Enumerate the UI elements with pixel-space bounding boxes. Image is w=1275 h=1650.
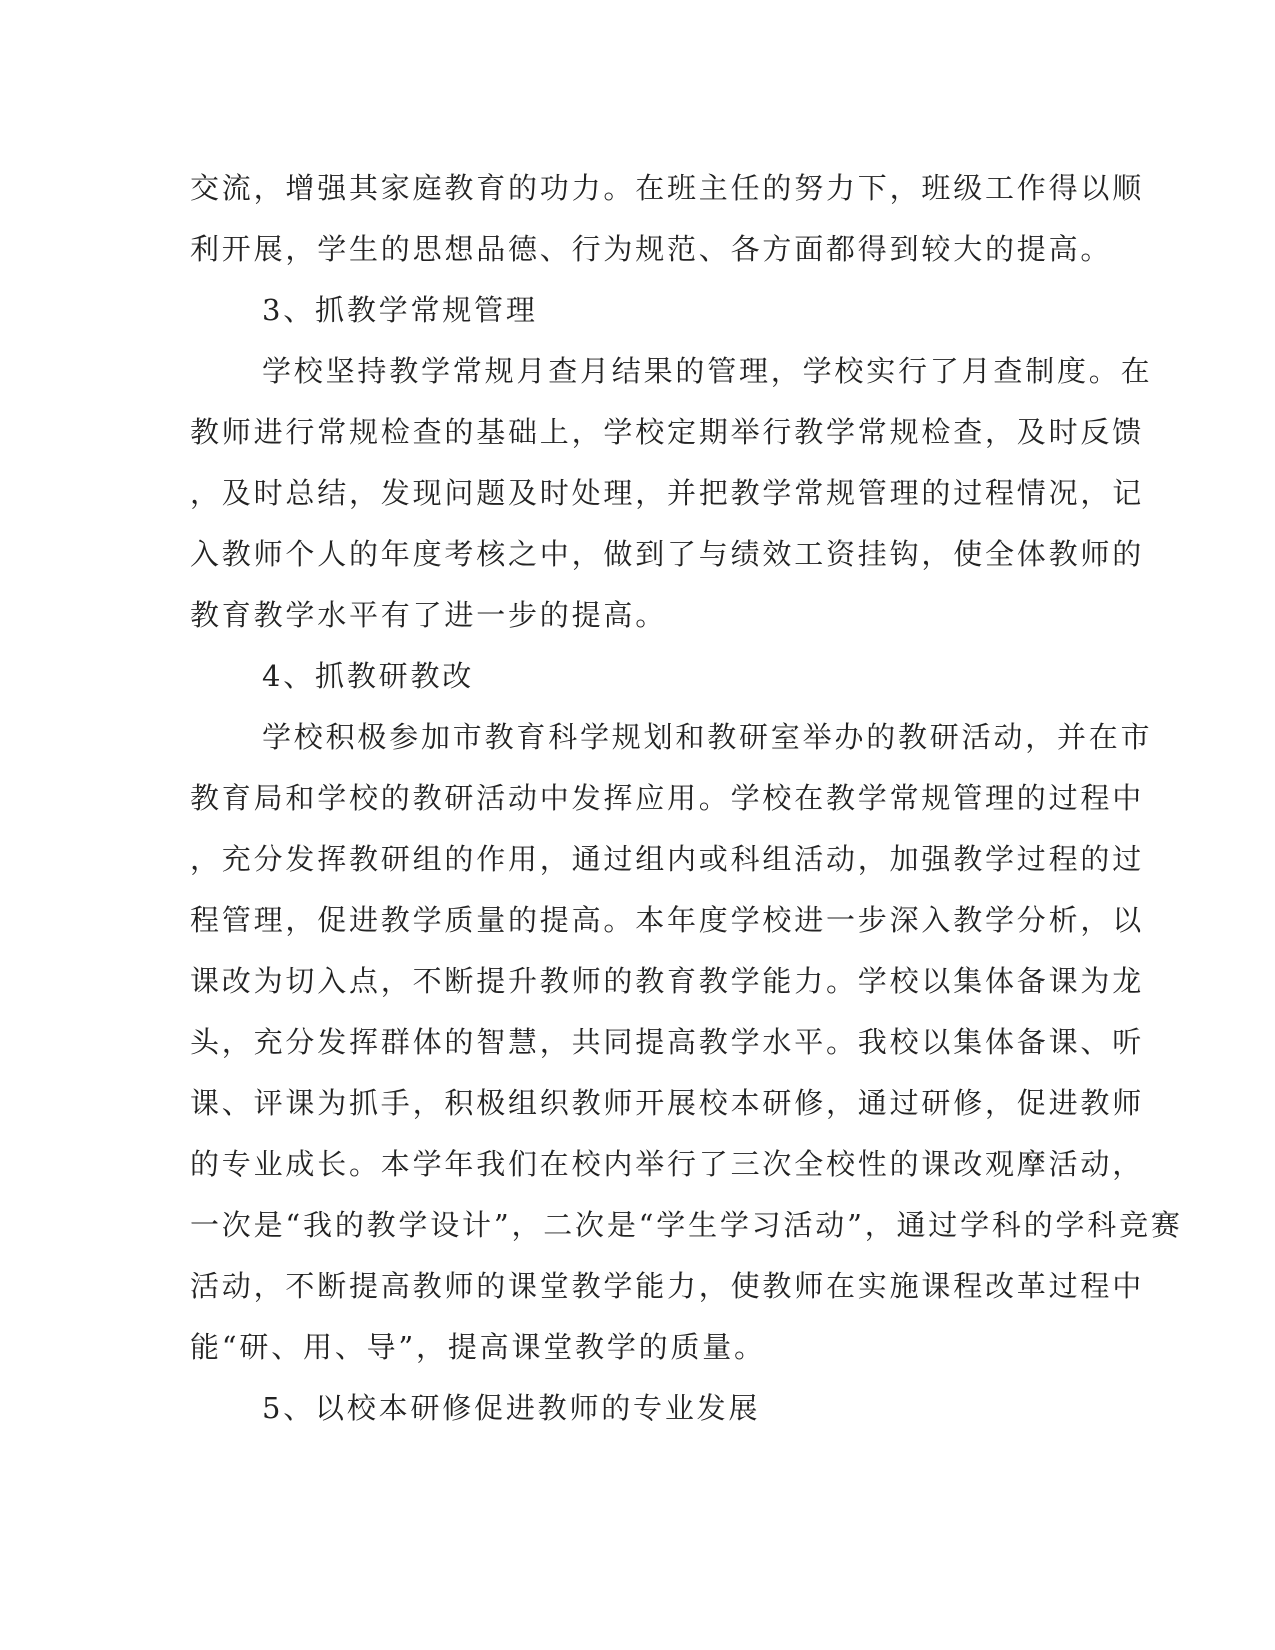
- body-line: 活动，不断提高教师的课堂教学能力，使教师在实施课程改革过程中: [190, 1269, 1145, 1303]
- body-line: ，充分发挥教研组的作用，通过组内或科组活动，加强教学过程的过: [190, 842, 1145, 876]
- paragraph-start: 学校坚持教学常规月查月结果的管理，学校实行了月查制度。在: [262, 354, 1153, 388]
- body-line: 头，充分发挥群体的智慧，共同提高教学水平。我校以集体备课、听: [190, 1025, 1145, 1059]
- paragraph-start: 学校积极参加市教育科学规划和教研室举办的教研活动，并在市: [262, 720, 1153, 754]
- body-line: 程管理，促进教学质量的提高。本年度学校进一步深入教学分析，以: [190, 903, 1145, 937]
- body-line: 教师进行常规检查的基础上，学校定期举行教学常规检查，及时反馈: [190, 415, 1145, 449]
- section-heading-4: 4、抓教研教改: [262, 659, 475, 693]
- body-line: 的专业成长。本学年我们在校内举行了三次全校性的课改观摩活动，: [190, 1147, 1145, 1181]
- body-line: 交流，增强其家庭教育的功力。在班主任的努力下，班级工作得以顺: [190, 171, 1145, 205]
- body-line: 能“研、用、导”，提高课堂教学的质量。: [190, 1330, 766, 1364]
- section-heading-5: 5、以校本研修促进教师的专业发展: [262, 1391, 761, 1425]
- section-heading-3: 3、抓教学常规管理: [262, 293, 538, 327]
- body-line: 利开展，学生的思想品德、行为规范、各方面都得到较大的提高。: [190, 232, 1113, 266]
- body-line: 入教师个人的年度考核之中，做到了与绩效工资挂钩，使全体教师的: [190, 537, 1145, 571]
- body-line: 教育教学水平有了进一步的提高。: [190, 598, 668, 632]
- body-line: 一次是“我的教学设计”，二次是“学生学习活动”，通过学科的学科竞赛: [190, 1208, 1183, 1242]
- body-line: 课、评课为抓手，积极组织教师开展校本研修，通过研修，促进教师: [190, 1086, 1145, 1120]
- document-body: [190, 158, 1183, 1439]
- body-line: 课改为切入点，不断提升教师的教育教学能力。学校以集体备课为龙: [190, 964, 1145, 998]
- body-line: 教育局和学校的教研活动中发挥应用。学校在教学常规管理的过程中: [190, 781, 1145, 815]
- body-line: ，及时总结，发现问题及时处理，并把教学常规管理的过程情况，记: [190, 476, 1145, 510]
